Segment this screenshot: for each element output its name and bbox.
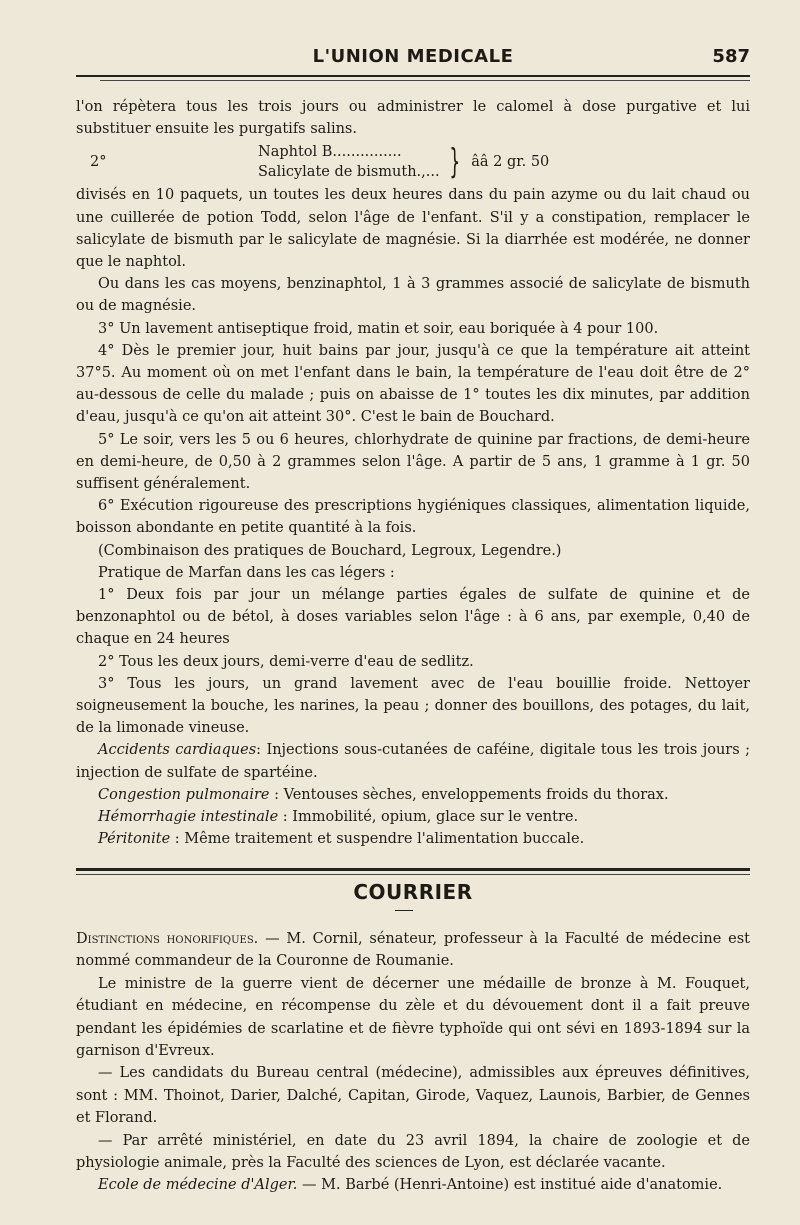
- paragraph: [76, 784, 750, 806]
- news-rubric: Distinctions honorifiques.: [76, 931, 259, 947]
- page-header: [76, 44, 750, 70]
- drug-line: Salicylate de bismuth.,...: [258, 164, 440, 181]
- title-dash: [395, 910, 413, 911]
- news-item: — Les candidats du Bureau central (médecine), admissibles aux épreuves définitives, sont : MM. Thoinot, Darier, Dalché, Capitan, Girode, Vaquez, Launois, Barbier, de Gennes et Florand.: [76, 1065, 750, 1127]
- complication-label: Congestion pulmonaire: [98, 786, 270, 803]
- section-title: COURRIER: [353, 880, 473, 904]
- complication-text: : Injections sous-cutanées de caféine, digitale tous les trois jours ; injection de sulfate de spartéine.: [76, 742, 750, 781]
- paragraph: (Combinaison des pratiques de Bouchard, Legroux, Legendre.): [98, 542, 562, 559]
- complication-label: Péritonite: [98, 831, 171, 848]
- paragraph: [76, 739, 750, 783]
- header-rule: [76, 75, 750, 77]
- news-rubric: Ecole de médecine d'Alger.: [98, 1177, 298, 1194]
- paragraph: 5° Le soir, vers les 5 ou 6 heures, chlorhydrate de quinine par fractions, de demi-heure en demi-heure, de 0,50 à 2 grammes selon l'âge. A partir de 5 ans, 1 gramme à 1 gr. 50 suffisent généralement.: [76, 431, 750, 493]
- prescription-formula: [76, 140, 750, 184]
- prescription-drugs: [258, 142, 440, 182]
- paragraph: 2° Tous les deux jours, demi-verre d'eau de sedlitz.: [98, 653, 474, 670]
- news-item: Le ministre de la guerre vient de décerner une médaille de bronze à M. Fouquet, étudiant en médecine, en récompense du zèle et du dévouement dont il a fait preuve pendant les épidémies de scarlatine et de fièvre typhoïde qui ont sévi en 1893-1894 sur la garnison d'Evreux.: [76, 975, 750, 1060]
- paragraph: [76, 806, 750, 828]
- courrier-body: [76, 928, 750, 1197]
- running-title: L'UNION MEDICALE: [312, 46, 514, 67]
- paragraph: 3° Tous les jours, un grand lavement avec de l'eau bouillie froide. Nettoyer soigneusement la bouche, les narines, la peau ; donner des bouillons, des potages, du lait, de la limonade vineuse.: [76, 675, 750, 737]
- section-separator: [76, 868, 750, 871]
- complication-text: : Ventouses sèches, enveloppements froids du thorax.: [269, 786, 669, 803]
- complication-label: Hémorrhagie intestinale: [98, 809, 279, 826]
- page-number: 587: [712, 46, 750, 67]
- complication-text: : Même traitement et suspendre l'alimentation buccale.: [170, 831, 585, 848]
- news-item: [76, 1174, 750, 1196]
- paragraph: l'on répètera tous les trois jours ou administrer le calomel à dose purgative et lui substituer ensuite les purgatifs salins.: [76, 99, 750, 138]
- prescription-number: 2°: [90, 154, 107, 171]
- prescription-dose: ââ 2 gr. 50: [471, 154, 550, 171]
- paragraph: Ou dans les cas moyens, benzinaphtol, 1 à 3 grammes associé de salicylate de bismuth ou de magnésie.: [76, 276, 750, 315]
- paragraph: 4° Dès le premier jour, huit bains par jour, jusqu'à ce que la température ait atteint 37°5. Au moment où on met l'enfant dans le bain, la température de l'eau doit être de 2° au-dessous de celle du malade ; puis on abaisse de 1° toutes les dix minutes, par addition d'eau, jusqu'à ce qu'on ait atteint 30°. C'est le bain de Bouchard.: [76, 342, 750, 426]
- paragraph: [76, 828, 750, 850]
- drug-line: Naphtol B...............: [258, 144, 402, 161]
- complication-label: Accidents cardiaques: [98, 742, 257, 759]
- paragraph: 1° Deux fois par jour un mélange parties égales de sulfate de quinine et de benzonaphtol ou de bétol, à doses variables selon l'âge : à 6 ans, par exemple, 0,40 de chaque en 24 heures: [76, 587, 750, 648]
- article-body: [76, 96, 750, 851]
- paragraph: 6° Exécution rigoureuse des prescriptions hygiéniques classiques, alimentation liquide, boisson abondante en petite quantité à la fois.: [76, 498, 750, 537]
- news-item: [76, 928, 750, 973]
- news-item: — Par arrêté ministériel, en date du 23 avril 1894, la chaire de zoologie et de physiologie animale, près la Faculté des sciences de Lyon, est déclarée vacante.: [76, 1132, 750, 1172]
- paragraph: 3° Un lavement antiseptique froid, matin et soir, eau boriquée à 4 pour 100.: [98, 320, 659, 337]
- news-text: — M. Barbé (Henri-Antoine) est institué aide d'anatomie.: [297, 1177, 723, 1194]
- header-rule-thin: [100, 80, 750, 81]
- section-separator-thin: [76, 874, 750, 875]
- news-text: — M. Cornil, sénateur, professeur à la Faculté de médecine est nommé commandeur de la Couronne de Roumanie.: [76, 931, 750, 970]
- brace-icon: }: [449, 142, 460, 183]
- paragraph: Pratique de Marfan dans les cas légers :: [98, 564, 395, 581]
- complication-text: : Immobilité, opium, glace sur le ventre.: [278, 809, 579, 826]
- paragraph: divisés en 10 paquets, un toutes les deux heures dans du pain azyme ou du lait chaud ou une cuillerée de potion Todd, selon l'âge de l'enfant. S'il y a constipation, remplacer le salicylate de bismuth par le salicylate de magnésie. Si la diarrhée est modérée, ne donner que le naphtol.: [76, 187, 750, 271]
